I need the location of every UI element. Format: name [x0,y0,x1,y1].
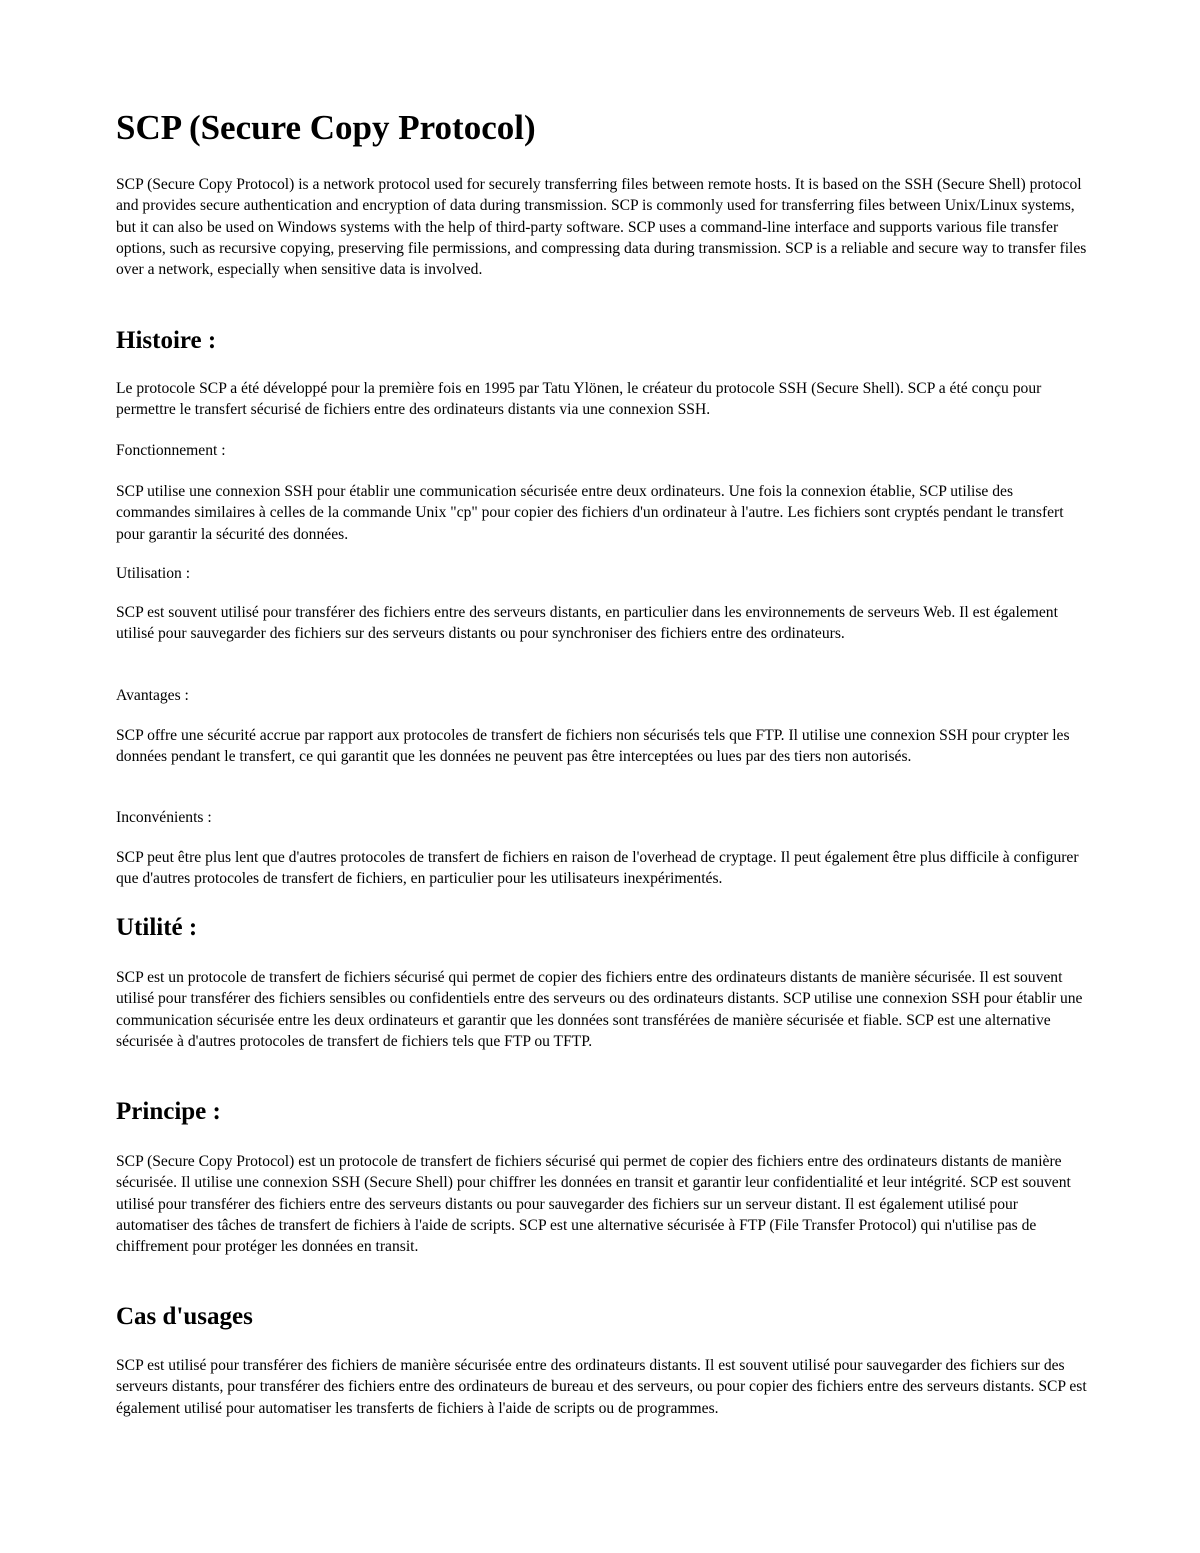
utilite-paragraph: SCP est un protocole de transfert de fichiers sécurisé qui permet de copier des fichiers entre des ordinateurs distants de manière sécurisée. Il est souvent utilisé pour transférer des fichiers sensibles ou confidentiels entre des serveurs ou des ordinateurs distants. SCP utilise une connexion SSH pour établir une communication sécurisée entre les deux ordinateurs et garantir que les données sont transférées de manière sécurisée et fiable. SCP est une alternative sécurisée à d'autres protocoles de transfert de fichiers tels que FTP ou TFTP. [116,969,1083,1050]
histoire-paragraph: Le protocole SCP a été développé pour la première fois en 1995 par Tatu Ylönen, le créateur du protocole SSH (Secure Shell). SCP a été conçu pour permettre le transfert sécurisé de fichiers entre des ordinateurs distants via une connexion SSH. [116,380,1042,419]
label-avantages: Avantages : [116,687,189,704]
fonctionnement-paragraph: SCP utilise une connexion SSH pour établir une communication sécurisée entre deux ordinateurs. Une fois la connexion établie, SCP utilise des commandes similaires à celles de la commande Unix "cp" pour copier des fichiers d'un ordinateur à l'autre. Les fichiers sont cryptés pendant le transfert pour garantir la sécurité des données. [116,483,1064,543]
avantages-paragraph: SCP offre une sécurité accrue par rapport aux protocoles de transfert de fichiers non sécurisés tels que FTP. Il utilise une connexion SSH pour crypter les données pendant le transfert, ce qui garantit que les données ne peuvent pas être interceptées ou lues par des tiers non autorisés. [116,727,1070,766]
page-title: SCP (Secure Copy Protocol) [116,108,536,147]
label-fonctionnement: Fonctionnement : [116,442,226,459]
principe-paragraph: SCP (Secure Copy Protocol) est un protocole de transfert de fichiers sécurisé qui permet de copier des fichiers entre des ordinateurs distants de manière sécurisée. Il utilise une connexion SSH (Secure Shell) pour chiffrer les données en transit et garantir leur confidentialité et leur intégrité. SCP est souvent utilisé pour transférer des fichiers entre des serveurs distants ou pour sauvegarder des fichiers sur un serveur distant. Il est également utilisé pour automatiser des tâches de transfert de fichiers à l'aide de scripts. SCP est une alternative sécurisée à FTP (File Transfer Protocol) qui n'utilise pas de chiffrement pour protéger les données en transit. [116,1153,1071,1256]
heading-histoire: Histoire : [116,327,217,354]
heading-principe: Principe : [116,1098,221,1125]
inconvenients-paragraph: SCP peut être plus lent que d'autres protocoles de transfert de fichiers en raison de l'overhead de cryptage. Il peut également être plus difficile à configurer que d'autres protocoles de transfert de fichiers, en particulier pour les utilisateurs inexpérimentés. [116,849,1079,888]
utilisation-paragraph: SCP est souvent utilisé pour transférer des fichiers entre des serveurs distants, en particulier dans les environnements de serveurs Web. Il est également utilisé pour sauvegarder des fichiers sur des serveurs distants ou pour synchroniser des fichiers entre des ordinateurs. [116,604,1058,643]
intro-paragraph: SCP (Secure Copy Protocol) is a network protocol used for securely transferring files between remote hosts. It is based on the SSH (Secure Shell) protocol and provides secure authentication and encryption of data during transmission. SCP is commonly used for transferring files between Unix/Linux systems, but it can also be used on Windows systems with the help of third-party software. SCP uses a command-line interface and supports various file transfer options, such as recursive copying, preserving file permissions, and compressing data during transmission. SCP is a reliable and secure way to transfer files over a network, especially when sensitive data is involved. [116,176,1087,279]
label-utilisation: Utilisation : [116,565,191,582]
heading-utilite: Utilité : [116,914,198,941]
label-inconvenients: Inconvénients : [116,809,212,826]
heading-cas-usages: Cas d'usages [116,1303,253,1330]
cas-usages-paragraph: SCP est utilisé pour transférer des fichiers de manière sécurisée entre des ordinateurs distants. Il est souvent utilisé pour sauvegarder des fichiers sur des serveurs distants, pour transférer des fichiers entre des ordinateurs de bureau et des serveurs, ou pour copier des fichiers entre des serveurs distants. SCP est également utilisé pour automatiser les transferts de fichiers à l'aide de scripts ou de programmes. [116,1357,1087,1417]
